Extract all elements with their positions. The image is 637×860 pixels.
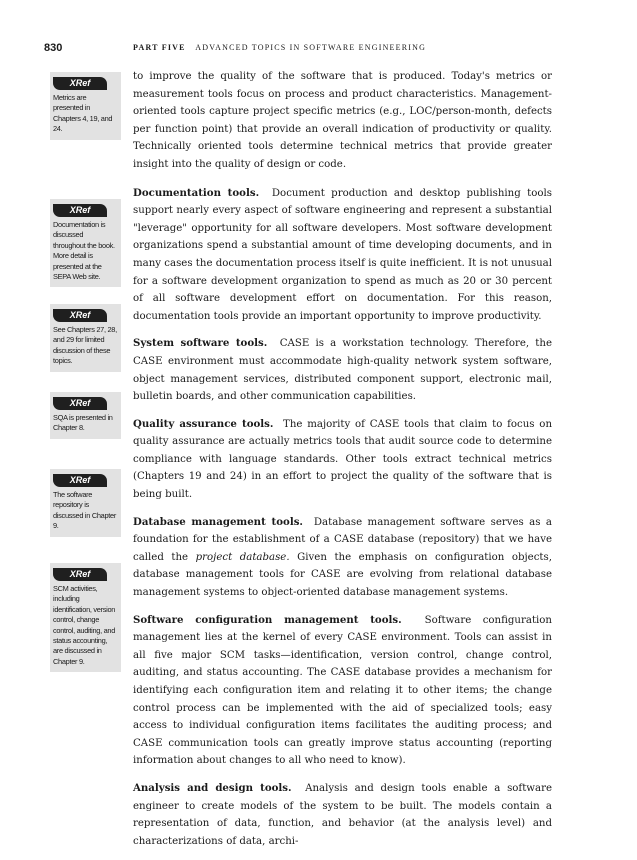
paragraph-heading: Documentation tools. — [133, 186, 260, 199]
margin-note-text: The software repository is discussed in Chapter 9. — [53, 490, 117, 531]
page-number: 830 — [44, 42, 63, 54]
paragraph-quality-assurance-tools — [133, 416, 552, 504]
paragraph-heading: Analysis and design tools. — [133, 781, 292, 794]
running-header — [44, 42, 604, 56]
xref-tag: XRef — [53, 397, 107, 410]
margin-note-scm — [50, 563, 121, 672]
paragraph-text: Document production and desktop publishing tools support nearly every aspect of software engineering and represent a substantial "leverage" opportunity for all software developers. Most software development organizations spend a substantial amount of time developing documents, and in many cases the documentation process itself is quite inefficient. It is not unusual for a software development organization to spend as much as 20 or 30 percent of all software development effort on documentation. For this reason, documentation tools provide an important opportunity to improve productivity. — [133, 187, 552, 322]
xref-tag: XRef — [53, 474, 107, 487]
margin-note-text: SQA is presented in Chapter 8. — [53, 413, 113, 433]
xref-tag: XRef — [53, 204, 107, 217]
paragraph-text: CASE is a workstation technology. Therefore, the CASE environment must accommodate high-quality network system software, object management services, distributed component support, electronic mail, bulletin boards, and other communication capabilities. — [133, 338, 552, 403]
xref-tag: XRef — [53, 309, 107, 322]
margin-note-documentation — [50, 199, 121, 287]
paragraph-scm-tools — [133, 612, 552, 770]
paragraph-text: Given the emphasis on configuration objects, database management tools for CASE are evolving from relational database management systems to object-oriented database management systems. — [133, 551, 552, 599]
part-label: PART FIVE — [133, 43, 186, 52]
margin-note-text: SCM activities, including identification, version control, change control, auditing, and status accounting, are discussed in Chapter 9. — [53, 584, 116, 666]
paragraph-database-management-tools — [133, 514, 552, 602]
paragraph-system-software-tools — [133, 335, 552, 405]
section-title: ADVANCED TOPICS IN SOFTWARE ENGINEERING — [195, 43, 427, 52]
xref-tag: XRef — [53, 568, 107, 581]
paragraph-text: Software configuration management lies at the kernel of every CASE environment. Tools can assist in all five major SCM tasks—identification, version control, change control, auditing, and status accounting. The CASE database provides a mechanism for identifying each configuration item and relating it to other items; the change control process can be implemented with the aid of specialized tools; easy access to individual configuration items facilitates the auditing process; and CASE communication tools can greatly improve status accounting (reporting information about changes to all who need to know). — [133, 614, 552, 767]
emphasized-term: project database. — [195, 551, 290, 563]
paragraph-analysis-design-tools — [133, 780, 552, 850]
paragraph-heading: System software tools. — [133, 337, 268, 350]
margin-note-text: Documentation is discussed throughout the book. More detail is presented at the SEPA Web site. — [53, 220, 115, 282]
paragraph-heading: Software configuration management tools. — [133, 613, 402, 626]
margin-note-metrics — [50, 72, 121, 140]
xref-tag: XRef — [53, 77, 107, 90]
margin-note-text: Metrics are presented in Chapters 4, 19, and 24. — [53, 93, 113, 134]
paragraph-heading: Database management tools. — [133, 515, 303, 528]
paragraph-text: Database management software serves as a foundation for the establishment of a CASE database (repository) that we have called the — [133, 516, 552, 563]
paragraph-text: Analysis and design tools enable a software engineer to create models of the system to be built. The models contain a representation of data, function, and behavior (at the analysis level) and characterizations of data, archi- — [133, 782, 552, 847]
margin-note-sqa — [50, 392, 121, 439]
paragraph-text: The majority of CASE tools that claim to focus on quality assurance are actually metrics tools that audit source code to determine compliance with language standards. Other tools extract technical metrics (Chapters 19 and 24) in an effort to project the quality of the software that is being built. — [133, 418, 553, 501]
margin-note-repository — [50, 469, 121, 537]
margin-note-text: See Chapters 27, 28, and 29 for limited discussion of these topics. — [53, 325, 117, 366]
margin-note-system-software — [50, 304, 121, 372]
paragraph-documentation-tools — [133, 185, 552, 326]
intro-paragraph: to improve the quality of the software that is produced. Today's metrics or measurement tools focus on process and product characteristics. Management-oriented tools capture project specific metrics (e.g., LOC/person-month, defects per function point) that provide an overall indication of productivity or quality. Technically oriented tools determine technical metrics that provide greater insight into the quality of design or code. — [133, 71, 552, 170]
main-text-column — [133, 68, 552, 860]
running-head — [133, 43, 426, 52]
paragraph-heading: Quality assurance tools. — [133, 417, 274, 430]
